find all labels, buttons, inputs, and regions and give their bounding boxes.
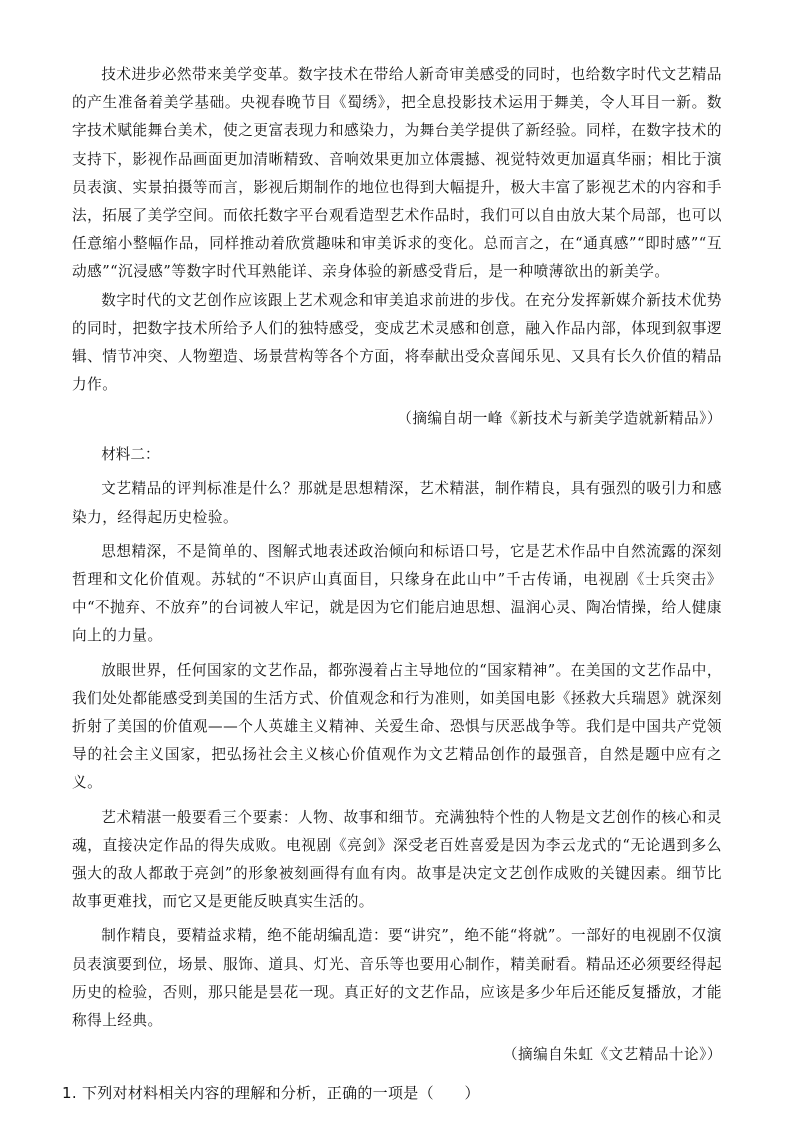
document-body [62, 61, 722, 1107]
material-two-label: 材料二： [101, 446, 160, 464]
paragraph-criteria: 文艺精品的评判标准是什么？那就是思想精深，艺术精湛，制作精良，具有强烈的吸引力和感染力，经得起历史检验。 [72, 480, 722, 526]
paragraph-tech-aesthetics: 技术进步必然带来美学变革。数字技术在带给人新奇审美感受的同时，也给数字时代文艺精品的产生准备着美学基础。央视春晚节目《蜀绣》，把全息投影技术运用于舞美，令人耳目一新。数字技术赋能舞台美术，使之更富表现力和感染力，为舞台美学提供了新经验。同样，在数字技术的支持下，影视作品画面更加清晰精致、音响效果更加立体震撼、视觉特效更加逼真华丽；相比于演员表演、实景拍摄等而言，影视后期制作的地位也得到大幅提升，极大丰富了影视艺术的内容和手法，拓展了美学空间。而依托数字平台观看造型艺术作品时，我们可以自由放大某个局部，也可以任意缩小整幅作品，同样推动着欣赏趣味和审美诉求的变化。总而言之，在“通真感”“即时感”“互动感”“沉浸感”等数字时代耳熟能详、亲身体验的新感受背后，是一种喷薄欲出的新美学。 [72, 66, 722, 281]
paragraph-national-spirit: 放眼世界，任何国家的文艺作品，都弥漫着占主导地位的“国家精神”。在美国的文艺作品中，我们处处都能感受到美国的生活方式、价值观念和行为准则，如美国电影《拯救大兵瑞恩》就深刻折射了美国的价值观——个人英雄主义精神、关爱生命、恐惧与厌恶战争等。我们是中国共产党领导的社会主义国家，把弘扬社会主义核心价值观作为文艺精品创作的最强音，自然是题中应有之义。 [72, 661, 722, 792]
source-citation-b: （摘编自朱虹《文艺精品十论》） [502, 1046, 722, 1064]
paragraph-digital-creation: 数字时代的文艺创作应该跟上艺术观念和审美追求前进的步伐。在充分发挥新媒介新技术优势的同时，把数字技术所给予人们的独特感受，变成艺术灵感和创意，融入作品内部，体现到叙事逻辑、情节冲突、人物塑造、场景营构等各个方面，将奉献出受众喜闻乐见、又具有长久价值的精品力作。 [72, 291, 722, 394]
question-1: 1. 下列对材料相关内容的理解和分析，正确的一项是（ ） [62, 1084, 480, 1103]
paragraph-profound-thought: 思想精深，不是简单的、图解式地表述政治倾向和标语口号，它是艺术作品中自然流露的深刻哲理和文化价值观。苏轼的“不识庐山真面目，只缘身在此山中”千古传诵，电视剧《士兵突击》中“不抛弃、不放弃”的台词被人牢记，就是因为它们能启迪思想、温润心灵、陶冶情操，给人健康向上的力量。 [72, 542, 722, 645]
paragraph-artistry: 艺术精湛一般要看三个要素：人物、故事和细节。充满独特个性的人物是文艺创作的核心和灵魂，直接决定作品的得失成败。电视剧《亮剑》深受老百姓喜爱是因为李云龙式的“无论遇到多么强大的敌人都敢于亮剑”的形象被刻画得有血有肉。故事是决定文艺创作成败的关键因素。细节比故事更难找，而它又是更能反映真实生活的。 [72, 808, 722, 911]
paragraph-production: 制作精良，要精益求精，绝不能胡编乱造：要“讲究”，绝不能“将就”。一部好的电视剧不仅演员表演要到位，场景、服饰、道具、灯光、音乐等也要用心制作，精美耐看。精品还必须要经得起历史的检验，否则，那只能是昙花一现。真正好的文艺作品，应该是多少年后还能反复播放，才能称得上经典。 [72, 927, 722, 1030]
source-citation-a: （摘编自胡一峰《新技术与新美学造就新精品》） [397, 410, 722, 428]
